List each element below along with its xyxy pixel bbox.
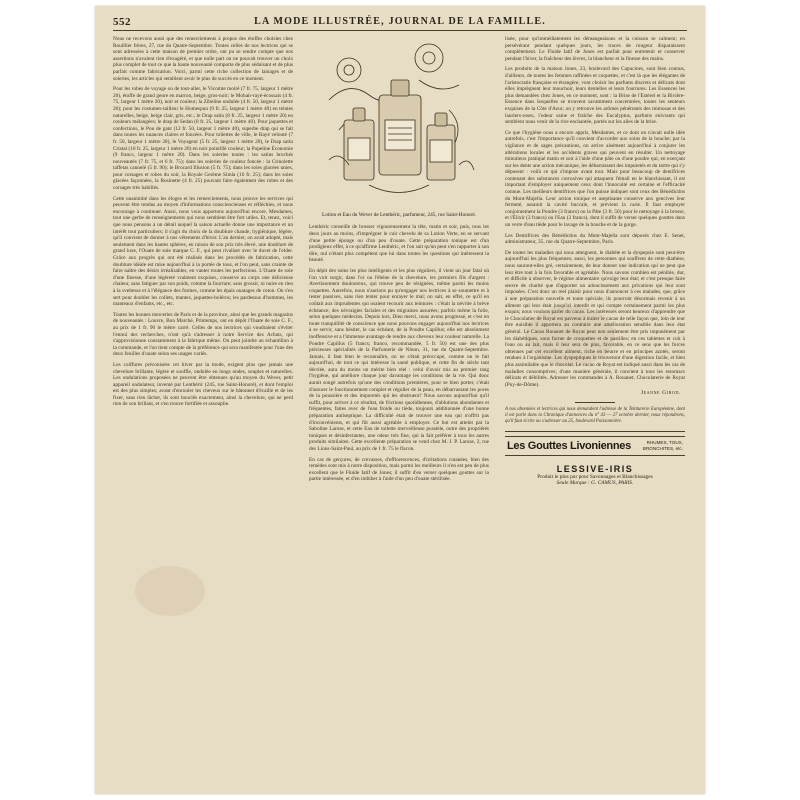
paragraph: En cas de gerçures, de crevasses, d'efflorescences, d'irritations cutanées, bien des remèdes sont mis à notre disposition, mais parmi les meilleurs il n'en est peu de plus excellent que le Fluide Iatif de Jones; il suffit d'en verser quelques gouttes sur la partie intéressée, et d'en imbiber à l'aide d'un peu d'ouate stérilisée. — [309, 456, 489, 483]
header-rule — [113, 30, 687, 31]
paragraph: lisée, pour qu'immédiatement les démangeaisons et la cuisson se calment; en persévérant pendant quelques jours, les traces de rougeur disparaissent complètement. Le Fluide Iatif de Jones est parfait pour entretenir et conserver pendant l'hiver, la fraîcheur des lèvres, la blancheur et la finesse des mains. — [505, 36, 685, 62]
paragraph: Nous ne recevons aussi que des remerciements à propos des étoffes choisies chez Rouillier frères, 27, rue du Quatre-Septembre. Toutes celles de nos lectrices qui se sont adressées à cette maison de premier ordre, ont pu se rendre compte que nos assertions n'avaient rien d'exagéré, et que nulle part on ne pouvait trouver un choix plus complet de tout ce que la haute nouveauté comporte de plus séduisant et de plus parfait comme fabrication. Voici, parmi cette riche collection de lainages et de soieries, les articles qui semblent avoir le plus de succès en ce moment. — [113, 36, 293, 82]
text-column-2 — [309, 36, 489, 790]
paragraph: Ce que l'hygiène nous a encore appris, Mesdames, et ce dont on n'avait nulle idée autrefois, c'est l'importance qu'il convient d'accorder aux soins de la bouche; par la vigilance et de sages précautions, on arrive aisément aujourd'hui à conjurer les altérations locales et les accidents graves qui peuvent en résulter. Un nettoyage minutieux pratiqué matin et soir à l'aide d'une pâte ou d'une poudre qui, en exerçant sur les dents une action mécanique, les débarrassent des impuretés et du tartre qui s'y déposent : voilà ce qui s'impose avant tout. Mais pour beaucoup de dentifrices contenant des substances corrosives qui attaquent l'émail en le blanchissant, il est important d'employer uniquement ceux dont l'innocuité est certaine et l'efficacité connue. Les meilleurs dentifrices que l'on puisse indiquer sont ceux des Bénédictins du Mont-Majella. Leur action tonique et aseptisante conserve aux gencives leur fermeté, assainit la cavité buccale, et prévient la carie. Il faut employer conjointement la Poudre (3 francs) ou la Pâte (3 fr. 50) pour le nettoyage à la brosse, et l'Élixir (3 francs) ou l'Eau (3 francs), dont il suffit de verser quelques gouttes dans un verre d'eau tiède pour le lavage de la bouche et de la gorge. — [505, 129, 685, 229]
magazine-page — [95, 6, 705, 794]
advertisement-lessive — [505, 464, 685, 488]
text-column-1 — [113, 36, 293, 790]
author-signature: Jeanne Girod. — [640, 390, 681, 397]
paragraph: Toutes les bonnes merceries de Paris et de la province, ainsi que les grands magasins de nouveautés : Louvre, Bon Marché, Printemps, ont en dépôt l'Ouate de soie C. F., au prix de 1 fr. 90 le mètre carré. Celles de nos lectrices qui voudraient s'éviter l'ennui des recherches, n'ont qu'à s'adresser à notre Service des Achats, qui s'approvisionne constamment à la fabrique même. On peut joindre au échantillon à la commande, et l'on tient compte de la préférence qui sera manifestée pour l'une des deux feuilles d'ouate selon ses usages variés. — [113, 311, 293, 358]
page-header — [113, 14, 687, 30]
perfume-bottles-illustration — [309, 40, 489, 210]
ad-tagline: Produit le plus pur pour Savonnages et Blanchissages — [537, 473, 653, 480]
paragraph: Cette unanimité dans les éloges et les remerciements, nous prouve les services qui peuvent être rendus au moyen d'informations consciencieuses et réfléchies, et nous encourage à continuer. Aussi, nous vous apportons aujourd'hui encore, Mesdames, tout une gerbe de renseignements qui nous semblent être fort utiles. Et, tenez, voici que nous pensons à un détail auquel la saison actuelle donne une importance et un intérêt tout particuliers; il s'agit du choix de la doublure chaude, hygiénique, légère, qu'il convient de donner à nos vêtements d'hiver. L'an dernier, on avait adopté, mais seulement dans les hautes sphères, en raison de son prix très élevé, une doublure de grand luxe, l'Ouate de soie marque C. F., qui peut rivaliser avec le duvet de l'eider. Grâce aux progrès qui ont été réalisés dans les procédés de fabrication, cette doublure idéale est mise aujourd'hui à la portée de tous, et l'on peut, sans crainte de faire naître des désirs irréalisables, en vanter toutes les perfections. L'Ouate de soie d'une finesse, d'une légèreté vraiment exquises, conserve au corps une délicieuse chaleur, sans fatiguer par son poids, comme la fourrure; sans grossir, ni nuire en rien à la sveltesse et à l'élégance des formes, comme les épais ouatages de coton. On s'en sert pour doubler les collets, mantes, jaquettes-boléros; les pardessus d'hommes, les manteaux d'enfants, etc., etc. — [113, 195, 293, 308]
footnote-divider — [575, 402, 615, 403]
paragraph: De toutes les maladies qui nous atteignent, le diabète et la dyspepsie sont peut-être aujourd'hui les plus fréquentes; aussi, les personnes qui souffrent de cette diathèse, nous sauront-elles gré, certainement, de leur donner une indication qui ne peut que leur être tout à la fois favorable et agréable. Nous savons combien est pénible, dur, et difficile à observer, le régime alimentaire qu'exige leur état; et c'est presque faire œuvre de charité que d'apporter un adoucissement aux privations qui leur sont imposées. C'est donc un réel plaisir pour nous d'annoncer à ces malades, que, grâce à une préparation nouvelle et toute spéciale, ils pourront désormais revenir à un aliment qui leur était jusqu'ici interdit et qui compte certainement parmi les plus exquis; nous voulons parler du cacao. Les intéressés seront heureux d'apprendre que le Chocolatier de Royat est parvenu à traiter le cacao de telle façon que, loin de leur être nuisible il apportera au contraire une amélioration sensible dans leur état général. Le Cacao Rouanet de Royat peut non seulement être pris impunément par les diabétiques, sous forme de croquettes et de pastilles; en ces tablettes et cuit à l'eau ou au lait, mais il leur sera de plus, favorable, en ce sens que les forces obtenues par cet excellent aliment, riche en beurre et en principes azotés, seront rendues à l'organisme. Les dyspeptiques le trouveront d'une digestion facile, et bien plus assimilable que le chocolat. Le cacao de Royat est indiqué aussi dans les cas de maladies consomptives; d'une manière générale, il convient à tous les estomacs délicats et débilités. Adresser les commandes à A. Rouanet, Chocolaterie de Royat (Puy-de-Dôme). — [505, 249, 685, 388]
paragraph: En dépit des soins les plus intelligents et les plus réguliers, il vient un jour fatal où l'on voit surgir, dans l'or ou l'ébène de la chevelure, les premiers fils d'argent : Avertissement douloureux, qui trouve peu de résignées, même parmi les moins coquettes. Autrefois, nous n'aurions pu qu'engager nos lectrices à se soumettre et à rester passives, sans rien tenter pour enrayer le mal; on sait, en effet, ce qu'il en coûtait aux imprudentes qui osaient recourir aux teintures : c'était la névrite à brève échéance; des névralgies faciales et des migraines assurées; parfois même la folie, selon quelques médecins. Depuis lors, Dieu merci, nous avons progressé, et c'est en toute tranquillité de conscience que nous pouvons engager aujourd'hui nos lectrices à se servir, sans hésiter, le cas échéant, de la Poudre Capillus; elle est absolument inoffensive et a l'immense avantage de rendre aux cheveux leur couleur naturelle. La Poudre Capillus (5 francs; franco, recommandée, 5 fr. 50) est une des plus précieuses spécialités de la Parfumerie de Ninon, 31, rue du Quatre-Septembre. Jamais, il faut bien le reconnaître, on ne s'était préoccupé, comme on le fait aujourd'hui, de tout ce qui intéresse la santé publique, et cette fin de siècle tant décriée, aura du moins un mérite bien réel : celui d'avoir mis au premier rang l'hygiène, qui améliore chaque jour davantage les conditions de la vie. Qui donc aurait songé autrefois qu'une des conditions premières, pour se bien porter, c'était d'assurer le fonctionnement complet et régulier de la peau, en débarrassant les pores de la poussière et des impuretés qui les obstruent? Nous savons aujourd'hui qu'il suffit, pour arriver à ce résultat, de frictions quotidiennes, d'ablutions abondantes et fréquentes, faites avec de l'eau froide ou tiède, toujours additionnée d'une bonne préparation antiseptique. La difficulté était de trouver une eau qui n'offrit pas d'inconvénients, et qui fût aussi agréable à employer. Ce but est atteint par la Saboline Larose, et cette Eau de toilette merveilleuse possède, outre des propriétés toniques et désinfectantes, une odeur très fine, qui la fait préférer à tous les autres produits similaires. Cette excellente préparation se vend chez M. J. P. Larose, 2, rue des Lions-Saint-Paul, au prix de 1 fr. 75 le flacon. — [309, 267, 489, 452]
illustration-caption: Lotion et Eau du Wever de Lenthéric, parfumeur, 245, rue Saint-Honoré. — [322, 212, 476, 218]
ad-divider — [505, 431, 685, 432]
advertisement-gouttes — [505, 436, 685, 456]
ad-side-text — [643, 440, 683, 450]
paragraph: Les Dentifrices des Bénédictins du Mont-Majella sont déposés chez E. Senet, administrateur, 35, rue du Quatre-Septembre, Paris. — [505, 232, 685, 246]
paragraph: Lenthéric conseille de brosser vigoureusement la tête, matin et soir, puis, tous les deux jours au moins, d'imprégner le cuir chevelu de sa Lotion Verte, en se servant d'une petite éponge ou d'un peu d'ouate. Cette préparation tonique est d'un prodigieux effet, à ce qu'affirme Lenthéric, et l'on sait qu'un peut s'en rapporter à son dire, nul n'étant plus compétent que lui dans toutes les questions qui intéressent la beauté. — [309, 224, 489, 264]
footnote: A nos abonnées et lectrices qui nous demandent l'adresse de la Teinturerie Européenne, dont il est parlé dans la Chronique d'annonces du n° 43 — 27 octobre dernier, nous répondrons, qu'il faut écrire ou s'adresser au 25, boulevard Poissonnière. — [505, 407, 685, 424]
perfume-engraving — [309, 40, 489, 210]
paragraph: Pour les robes de voyage ou de tout-aller, le Vicomte moiré (7 fr. 75, largeur 1 mètre 20), étoffe de grand genre en marron, beige, gros-noir; le Mohair-rayé-écossais (4 fr. 75, largeur 1 mètre 20), noir et couleur; la Zibeline ondulée (4 fr. 50, largeur 1 mètre 20); pour les costumes-tailleur le Homespun (9 fr. 25, largeur 1 mètre 40) en teintes naturelles, beige, beige clair, gris, etc.; le Drap satin (8 fr. 25, largeur 1 mètre 20) en couleurs mélangées; le drap de Sedan (8 fr. 25, largeur 1 mètre 40). Pour jaquettes et confections, le Pou de gant (12 fr. 50, largeur 1 mètre 40), superbe drap qui se fait dans toutes les nuances claires et foncées. Pour toilettes de ville, le Rayé velouté (7 fr. 50, largeur 1 mètre 30), le Voyageur (5 fr. 25, largeur 1 mètre 20), le Drap satin Cristal (10 fr. 25, largeur 1 mètre 20) en noir pointillé couleur; la Popeline Économie (9 francs, largeur 1 mètre 20). Dans les soieries toutes : les satins brochés nouveautés (7 fr. 75, et 6 fr. 75); dans les soieries de couleur foncée : la Crinolette taffetas cannelé (5 fr. 90); le Brocard Illusion (5 fr. 75); dans les soies glacées unies, pour corsages et robes du soir, la Royale Gerème Simla (10 fr. 25); dans les soies glacées façonnées, la Rosinette (4 fr. 25) pouvant faire également des robes et des corsages très habillés. — [113, 86, 293, 192]
ad-brand: Les Gouttes Livoniennes — [507, 439, 631, 452]
running-head: LA MODE ILLUSTRÉE, JOURNAL DE LA FAMILLE. — [254, 16, 546, 27]
page-number: 552 — [113, 16, 131, 28]
text-column-3 — [505, 36, 685, 790]
ad-brand-line: Seule Marque : G. CAMUS, PARIS. — [556, 480, 634, 487]
ad-side-line: RHUMES, TOUX, — [646, 440, 683, 446]
paragraph: Les produits de la maison Jones, 23, boulevard des Capucines, sont bien connus, d'ailleurs, de toutes les femmes raffinées et coquettes, et c'est là que les élégantes de l'aristocratie française et étrangère, vont choisir les parfums discrets et délicats dont elles imprègnent leur mouchoir, leurs dentelles et leurs fourrures. Les Essences les plus demandées chez Jones, en ce moment, sont : la Brise de l'Estérel et la Bivière-Essence dans lesquelles se trouvent savamment concentrées, toutes les senteurs exquises de la Côte d'Azur; on y retrouve les arômes pénétrants des mimosas et des lauriers-roses, l'odeur saine et fraîche des Eucalyptus, parfums enivrants qui semblent nous venir de la rive enchantée, portés sur les ailes de la brise. — [505, 66, 685, 126]
paragraph: Les coiffures préconisées cet hiver par la mode, exigent plus que jamais une chevelure brillante, légère et souffle, ondulée en longs ondes, souples et naturelles. Les ondulations proposées ne peuvent être obtenues qu'au moyen du Wever, petit appareil ondulateur, inventé par Lenthéric (245, rue Saint-Honoré), et dont l'emploi est des plus simples; avant d'enrouler les cheveux sur le bâtonnet d'écaille et de les fixer, sans rien lâcher, ils sont bouclés exactement, ainsi la chevelure, qui ne perd rien de son brillant, et s'en trouve fortifiée et assouplie. — [113, 361, 293, 408]
ad-title: LESSIVE-IRIS — [556, 463, 634, 474]
ad-side-line: BRONCHITES, etc. — [642, 445, 683, 451]
